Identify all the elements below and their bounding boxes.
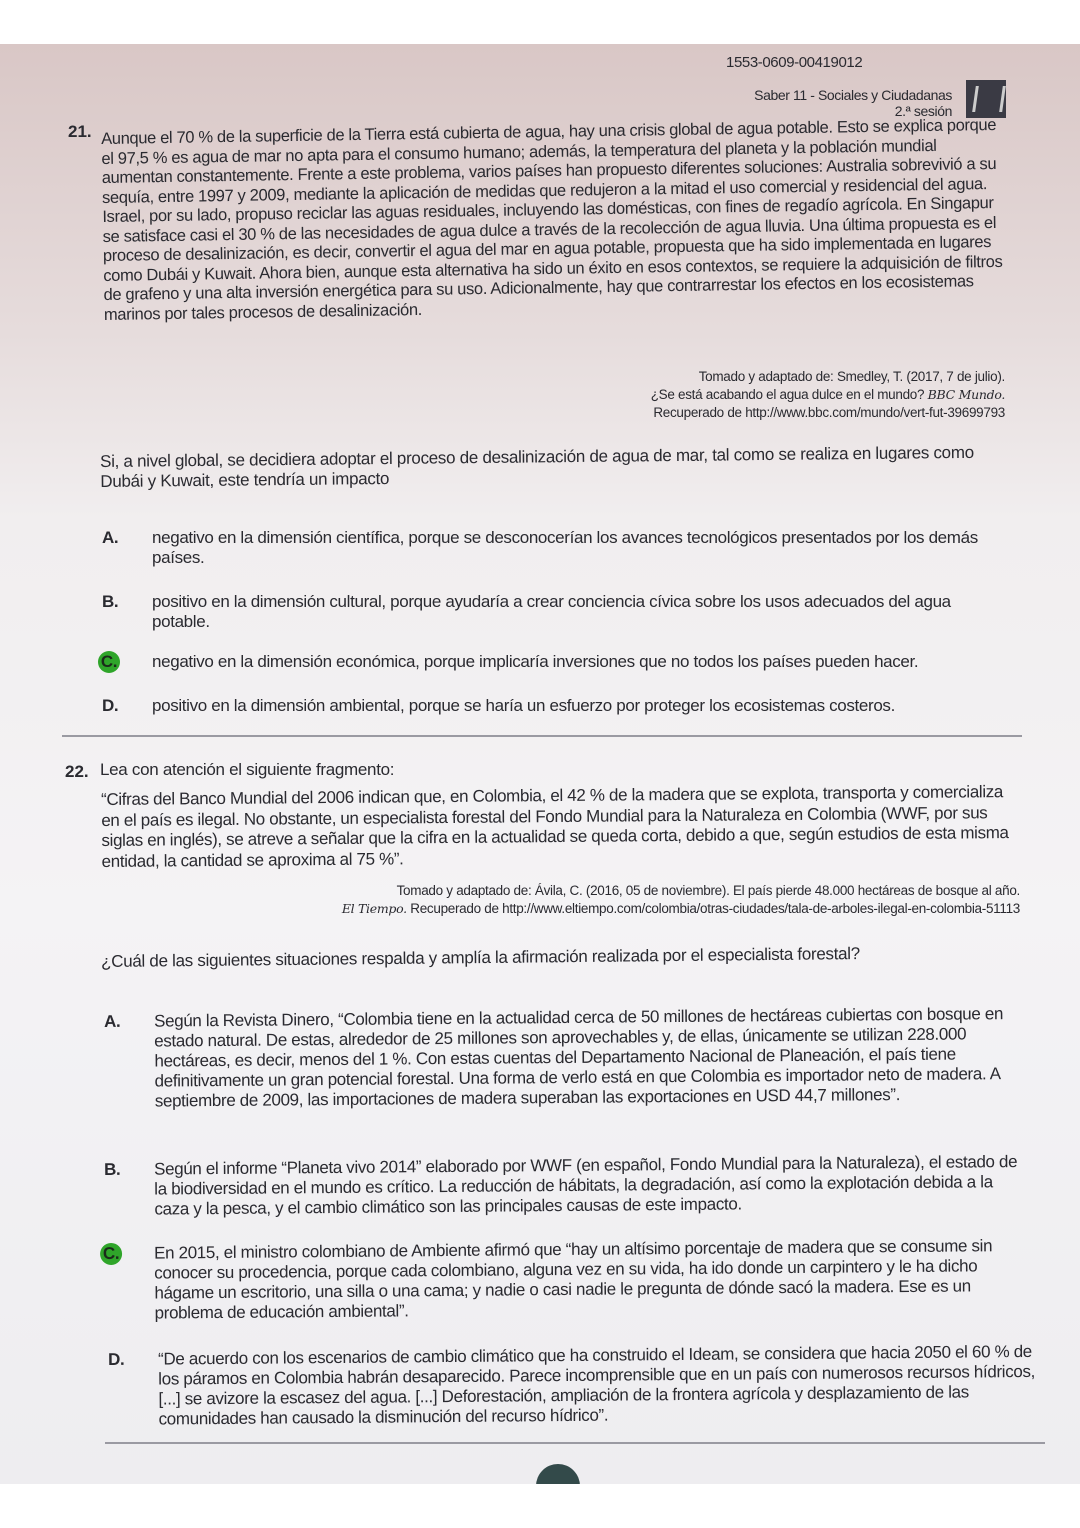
q22-option-d[interactable] (108, 1342, 1037, 1430)
citation-url: Recuperado de http://www.eltiempo.com/colombia/otras-ciudades/tala-de-arboles-ilegal-en-colombia-51113 (410, 901, 1020, 916)
option-text: negativo en la dimensión científica, porque se desconocerían los avances tecnológicos presentados por los demás países. (152, 528, 978, 567)
option-letter: D. (102, 696, 119, 715)
question-21-stem: Si, a nivel global, se decidiera adoptar el proceso de desalinización de agua de mar, tal como se realiza en lugares como Dubái y Kuwait, este tendría un impacto (100, 442, 974, 491)
option-letter: B. (104, 1159, 121, 1179)
q22-option-c[interactable] (104, 1236, 1033, 1324)
divider (105, 1442, 1045, 1444)
photo-border-bottom (0, 1484, 1080, 1528)
selected-answer-mark: C. (98, 651, 120, 673)
option-text: Según la Revista Dinero, “Colombia tiene en la actualidad cerca de 50 millones de hectáreas cubiertas con bosque en estado natural. De estas, alrededor de 25 millones son aprovechables y, de ellas, únicamente se utilizan 228.000 hectáreas, es decir, menos del 1 %. Con estas cuentas del Departamento Nacional de Planeación, el país tiene definitivamente un gran potencial forestal. Una forma de verlo está en que Colombia es importador neto de madera. A septiembre de 2009, las importaciones de madera superaban las exportaciones en USD 44,7 millones”. (153, 1004, 1004, 1111)
option-text: En 2015, el ministro colombiano de Ambiente afirmó que “hay un altísimo porcentaje de madera que se consume sin conocer su procedencia, porque cada colombiano, alguna vez en su vida, ha ido donde un carpintero y le ha dicho hágame un escritorio, una silla o una cama; y nadie o casi nadie le pregunta de dónde sacó la madera. Ese es un problema de educación ambiental”. (153, 1236, 993, 1323)
exam-header (754, 87, 952, 119)
question-22-passage: “Cifras del Banco Mundial del 2006 indican que, en Colombia, el 42 % de la madera que se explota, transporta y comercializa en el país es ilegal. No obstante, un especialista forestal del Fondo Mundial para la Naturaleza en Colombia (WWF, por sus siglas en inglés), se atreve a señalar que la cifra en la actualidad se queda corta, debido a que, según estudios de esta misma entidad, la cantidad se aproxima al 75 %”. (101, 782, 1009, 871)
citation-source: BBC Mundo. (927, 387, 1005, 402)
citation-line: Tomado y adaptado de: Smedley, T. (2017, 7 de julio). (698, 369, 1005, 384)
exam-session: 2.ª sesión (894, 103, 952, 119)
q21-option-a[interactable] (102, 528, 1012, 568)
question-22-citation (150, 882, 1020, 918)
question-21-number: 21. (68, 122, 92, 141)
icfes-logo-icon (966, 80, 1006, 118)
q21-option-b[interactable] (102, 592, 1012, 632)
booklet-code: 1553-0609-00419012 (726, 54, 863, 71)
citation-line (540, 386, 1005, 404)
citation-source: El Tiempo. (341, 901, 407, 916)
option-text: positivo en la dimensión ambiental, porque se haría un esfuerzo por proteger los ecosistemas costeros. (152, 696, 895, 715)
option-letter: D. (108, 1349, 125, 1369)
question-21-passage: Aunque el 70 % de la superficie de la Tierra está cubierta de agua, hay una crisis global de agua potable. Esto se explica porque el 97,5 % es agua de mar no apta para el consumo humano; además, la temperatura del planeta y la población mundial aumentan constantemente. Frente a este problema, varios países han propuesto diferentes soluciones: Australia sobrevivió a su sequía, entre 1997 y 2009, mediante la aplicación de medidas que redujeron a la mitad el uso comercial y residencial del agua. Israel, por su lado, propuso reciclar las aguas residuales, incluyendo las domésticas, con fines de regadío agrícola. En Singapur se satisface casi el 30 % de las necesidades de agua dulce a través de la recolección de agua lluvia. Una última propuesta es el proceso de desalinización, es decir, convertir el agua del mar en agua potable, propuesta que ha sido implementada en lugares como Dubái y Kuwait. Ahora bien, aunque esta alternativa ha sido un éxito en esos contextos, se requiere la adquisición de filtros de grafeno y una alta inversión energética para su uso. Adicionalmente, hay que contrarrestar los efectos en los ecosistemas marinos por tales procesos de desalinización. (101, 115, 1003, 324)
q22-option-b[interactable] (104, 1152, 1029, 1220)
citation-title: ¿Se está acabando el agua dulce en el mundo? (650, 387, 925, 402)
option-text: negativo en la dimensión económica, porque implicaría inversiones que no todos los países pueden hacer. (152, 652, 919, 671)
q21-option-c[interactable] (102, 652, 1012, 672)
option-text: “De acuerdo con los escenarios de cambio climático que ha construido el Ideam, se considera que hacia 2050 el 60 % de los páramos en Colombia habrán desaparecido. Parece incomprensible que en un país con numerosos recursos hídricos, [...] se avizore la escasez del agua. [...] Deforestación, ampliación de la frontera agrícola y desplazamiento de las comunidades han causado la disminución del recurso hídrico”. (157, 1341, 1036, 1429)
exam-title: Saber 11 - Sociales y Ciudadanas (754, 87, 952, 103)
citation-line: Tomado y adaptado de: Ávila, C. (2016, 05 de noviembre). El país pierde 48.000 hectáreas de bosque al año. (396, 883, 1020, 898)
option-letter: A. (102, 528, 119, 547)
question-21-citation (540, 368, 1005, 422)
divider (62, 735, 1022, 737)
selected-answer-mark: C. (100, 1243, 122, 1265)
question-22-stem: ¿Cuál de las siguientes situaciones respalda y amplía la afirmación realizada por el especialista forestal? (101, 944, 860, 971)
q21-option-d[interactable] (102, 696, 1012, 716)
option-text: positivo en la dimensión cultural, porque ayudaría a crear conciencia cívica sobre los usos adecuados del agua potable. (152, 592, 951, 631)
citation-line (150, 900, 1020, 918)
q22-option-a[interactable] (104, 1004, 1027, 1112)
photo-border-top (0, 0, 1080, 44)
option-text: Según el informe “Planeta vivo 2014” elaborado por WWF (en español, Fondo Mundial para la Naturaleza), el estado de la biodiversidad en el mundo es crítico. La reducción de hábitats, la degradación, así como la explotación debida a la caza y la pesca, y el cambio climático son las principales causas de este impacto. (153, 1152, 1018, 1219)
option-letter: A. (104, 1011, 121, 1031)
question-22-number: 22. (65, 762, 89, 781)
citation-line: Recuperado de http://www.bbc.com/mundo/vert-fut-39699793 (653, 405, 1005, 420)
question-22-intro: Lea con atención el siguiente fragmento: (100, 760, 395, 779)
option-letter: B. (102, 592, 119, 611)
